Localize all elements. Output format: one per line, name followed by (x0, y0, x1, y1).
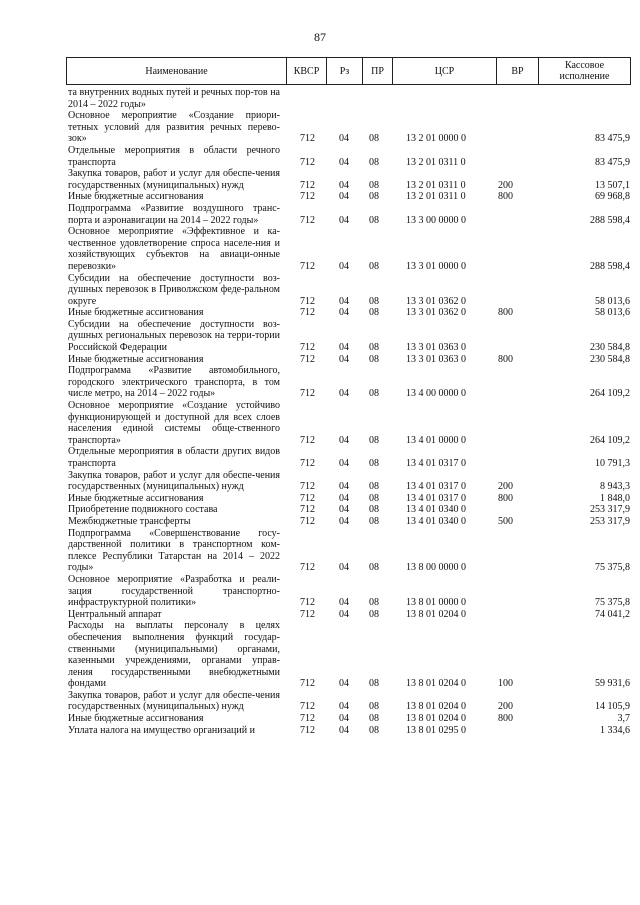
header-sum: Кассовое исполнение (559, 60, 610, 82)
row-vr: 800 (498, 191, 513, 203)
row-csr: 13 4 01 0317 0 (406, 481, 466, 493)
table-row (68, 574, 630, 609)
row-rz: 04 (339, 133, 349, 145)
row-rz: 04 (339, 260, 349, 272)
row-kvsr: 712 (300, 597, 315, 609)
row-kvsr: 712 (300, 515, 315, 527)
row-name: Субсидии на обеспечение доступности воз-душных перевозок в Приволжском феде-ральном округе (68, 272, 280, 307)
row-kvsr: 712 (300, 492, 315, 504)
row-csr: 13 3 01 0362 0 (406, 307, 466, 319)
row-name: Закупка товаров, работ и услуг для обеспе-чения государственных (муниципальных) нужд (68, 469, 280, 493)
row-pr: 08 (369, 214, 379, 226)
row-csr: 13 4 01 0317 0 (406, 458, 466, 469)
row-name: Иные бюджетные ассигнования (68, 307, 204, 319)
row-sum: 230 584,8 (590, 342, 630, 354)
header-kvsr: КВСР (287, 58, 327, 84)
row-pr: 08 (369, 307, 379, 319)
table-row (68, 191, 630, 203)
row-sum: 83 475,9 (595, 133, 630, 145)
row-sum: 8 943,3 (600, 481, 630, 493)
row-rz: 04 (339, 191, 349, 203)
row-name: та внутренних водных путей и речных пор-тов на 2014 – 2022 годы» (68, 87, 280, 110)
row-vr: 200 (498, 179, 513, 191)
row-sum: 75 375,8 (595, 597, 630, 609)
table-row (68, 110, 630, 145)
header-rz: Рз (327, 58, 363, 84)
row-vr: 100 (498, 678, 513, 690)
row-csr: 13 2 01 0311 0 (406, 156, 466, 168)
table-row (68, 690, 630, 713)
row-kvsr: 712 (300, 307, 315, 319)
row-sum: 69 968,8 (595, 191, 630, 203)
row-rz: 04 (339, 701, 349, 713)
row-rz: 04 (339, 434, 349, 446)
row-csr: 13 4 00 0000 0 (406, 388, 466, 400)
row-pr: 08 (369, 342, 379, 354)
row-kvsr: 712 (300, 133, 315, 145)
row-pr: 08 (369, 515, 379, 527)
row-sum: 74 041,2 (595, 608, 630, 620)
table-row (68, 203, 630, 226)
table-row (68, 493, 630, 505)
row-pr: 08 (369, 133, 379, 145)
row-vr: 200 (498, 701, 513, 713)
row-csr: 13 3 01 0000 0 (406, 260, 466, 272)
row-rz: 04 (339, 353, 349, 365)
row-pr: 08 (369, 713, 379, 725)
row-pr: 08 (369, 562, 379, 574)
row-pr: 08 (369, 701, 379, 713)
row-csr: 13 8 00 0000 0 (406, 562, 466, 574)
row-csr: 13 8 01 0204 0 (406, 701, 466, 713)
row-rz: 04 (339, 504, 349, 516)
row-rz: 04 (339, 458, 349, 469)
row-name: Подпрограмма «Совершенствование госу-дарственной политики в транспортном ком-плексе Республики Татарстан на 2014 – 2022 годы» (68, 527, 280, 574)
row-sum: 253 317,9 (590, 504, 630, 516)
row-sum: 58 013,6 (595, 295, 630, 307)
row-sum: 230 584,8 (590, 353, 630, 365)
row-csr: 13 8 01 0000 0 (406, 597, 466, 609)
row-rz: 04 (339, 179, 349, 191)
row-sum: 1 334,6 (600, 724, 630, 736)
row-name: Расходы на выплаты персоналу в целях обеспечения выполнения функций государ-ственными (муниципальными) органами, казенными учреждениями, органами управ-ления государственными внебюджетными фондами (68, 620, 280, 690)
table-row (68, 319, 630, 354)
row-kvsr: 712 (300, 342, 315, 354)
table-header (66, 57, 631, 85)
row-pr: 08 (369, 597, 379, 609)
table-row (68, 400, 630, 446)
row-pr: 08 (369, 724, 379, 736)
row-name: Закупка товаров, работ и услуг для обеспе-чения государственных (муниципальных) нужд (68, 689, 280, 713)
row-pr: 08 (369, 295, 379, 307)
row-vr: 800 (498, 353, 513, 365)
row-kvsr: 712 (300, 701, 315, 713)
table-row (68, 725, 630, 737)
row-rz: 04 (339, 295, 349, 307)
row-pr: 08 (369, 434, 379, 446)
table-row (68, 226, 630, 272)
row-kvsr: 712 (300, 562, 315, 574)
row-csr: 13 4 01 0340 0 (406, 515, 466, 527)
row-csr: 13 8 01 0204 0 (406, 608, 466, 620)
row-rz: 04 (339, 608, 349, 620)
row-rz: 04 (339, 724, 349, 736)
row-rz: 04 (339, 342, 349, 354)
row-name: Уплата налога на имущество организаций и (68, 724, 255, 736)
row-csr: 13 3 01 0362 0 (406, 295, 466, 307)
row-csr: 13 2 01 0311 0 (406, 179, 466, 191)
row-kvsr: 712 (300, 481, 315, 493)
row-kvsr: 712 (300, 713, 315, 725)
row-name: Основное мероприятие «Создание устойчиво функционирующей и доступной для всех слоев населения единой системы обще-ственного транспорта» (68, 400, 280, 446)
row-rz: 04 (339, 388, 349, 400)
row-name: Центральный аппарат (68, 608, 162, 620)
table-row (68, 528, 630, 574)
row-name: Закупка товаров, работ и услуг для обеспе-чения государственных (муниципальных) нужд (68, 168, 280, 191)
row-sum: 3,7 (617, 713, 630, 725)
row-name: Приобретение подвижного состава (68, 504, 218, 516)
row-rz: 04 (339, 597, 349, 609)
row-pr: 08 (369, 492, 379, 504)
row-sum: 13 507,1 (595, 179, 630, 191)
row-vr: 800 (498, 492, 513, 504)
row-kvsr: 712 (300, 214, 315, 226)
row-csr: 13 8 01 0204 0 (406, 713, 466, 725)
row-pr: 08 (369, 353, 379, 365)
table-body (68, 87, 630, 736)
row-kvsr: 712 (300, 353, 315, 365)
row-name: Иные бюджетные ассигнования (68, 492, 204, 504)
row-pr: 08 (369, 504, 379, 516)
row-csr: 13 2 01 0311 0 (406, 191, 466, 203)
table-row (68, 354, 630, 366)
row-sum: 264 109,2 (590, 388, 630, 400)
row-rz: 04 (339, 713, 349, 725)
row-csr: 13 8 01 0295 0 (406, 724, 466, 736)
row-sum: 75 375,8 (595, 562, 630, 574)
row-kvsr: 712 (300, 295, 315, 307)
row-kvsr: 712 (300, 179, 315, 191)
table-row (68, 516, 630, 528)
row-vr: 800 (498, 307, 513, 319)
row-name: Иные бюджетные ассигнования (68, 191, 204, 203)
row-pr: 08 (369, 678, 379, 690)
row-csr: 13 3 00 0000 0 (406, 214, 466, 226)
row-name: Субсидии на обеспечение доступности воз-душных региональных перевозок на терри-тории Российской Федерации (68, 318, 280, 354)
row-csr: 13 3 01 0363 0 (406, 342, 466, 354)
row-csr: 13 4 01 0340 0 (406, 504, 466, 516)
row-sum: 288 598,4 (590, 214, 630, 226)
row-name: Основное мероприятие «Эффективное и ка-чественное удовлетворение спроса населе-ния и хозяйствующих субъектов на авиаци-онные перевозки» (68, 226, 280, 272)
row-name: Основное мероприятие «Создание приори-тетных условий для развития речных перево-зок» (68, 110, 280, 145)
row-kvsr: 712 (300, 388, 315, 400)
table-row (68, 713, 630, 725)
row-rz: 04 (339, 515, 349, 527)
row-pr: 08 (369, 458, 379, 469)
row-rz: 04 (339, 492, 349, 504)
row-kvsr: 712 (300, 458, 315, 469)
row-name: Иные бюджетные ассигнования (68, 713, 204, 725)
row-kvsr: 712 (300, 191, 315, 203)
table-row (68, 145, 630, 168)
table-row (68, 365, 630, 400)
row-sum: 59 931,6 (595, 678, 630, 690)
table-row (68, 620, 630, 690)
row-pr: 08 (369, 156, 379, 168)
row-name: Иные бюджетные ассигнования (68, 353, 204, 365)
row-kvsr: 712 (300, 678, 315, 690)
row-rz: 04 (339, 678, 349, 690)
row-sum: 264 109,2 (590, 434, 630, 446)
row-rz: 04 (339, 481, 349, 493)
table-row (68, 470, 630, 493)
row-csr: 13 3 01 0363 0 (406, 353, 466, 365)
table-row (68, 168, 630, 191)
row-sum: 288 598,4 (590, 260, 630, 272)
row-sum: 1 848,0 (600, 492, 630, 504)
row-vr: 500 (498, 515, 513, 527)
row-name: Отдельные мероприятия в области других видов транспорта (68, 446, 280, 469)
table-row (68, 87, 630, 110)
row-sum: 10 791,3 (595, 458, 630, 469)
row-pr: 08 (369, 608, 379, 620)
header-csr: ЦСР (393, 58, 497, 84)
row-name: Подпрограмма «Развитие автомобильного, городского электрического транспорта, в том числе метро, на 2014 – 2022 годы» (68, 365, 280, 400)
row-csr: 13 4 01 0000 0 (406, 434, 466, 446)
table-row (68, 504, 630, 516)
row-vr: 800 (498, 713, 513, 725)
row-rz: 04 (339, 214, 349, 226)
row-kvsr: 712 (300, 504, 315, 516)
row-csr: 13 2 01 0000 0 (406, 133, 466, 145)
row-sum: 83 475,9 (595, 156, 630, 168)
header-pr: ПР (363, 58, 393, 84)
row-kvsr: 712 (300, 260, 315, 272)
row-name: Подпрограмма «Развитие воздушного транс-порта и аэронавигации на 2014 – 2022 годы» (68, 202, 280, 226)
row-pr: 08 (369, 191, 379, 203)
row-kvsr: 712 (300, 608, 315, 620)
row-kvsr: 712 (300, 724, 315, 736)
row-csr: 13 8 01 0204 0 (406, 678, 466, 690)
header-vr: ВР (497, 58, 539, 84)
row-rz: 04 (339, 562, 349, 574)
row-vr: 200 (498, 481, 513, 493)
row-rz: 04 (339, 307, 349, 319)
table-row (68, 609, 630, 621)
page-number: 87 (314, 30, 326, 44)
row-csr: 13 4 01 0317 0 (406, 492, 466, 504)
row-kvsr: 712 (300, 434, 315, 446)
row-rz: 04 (339, 156, 349, 168)
row-name: Отдельные мероприятия в области речного транспорта (68, 144, 280, 168)
row-kvsr: 712 (300, 156, 315, 168)
row-name: Основное мероприятие «Разработка и реали-зация государственной транспортно-инфраструктурной политики» (68, 573, 280, 609)
row-name: Межбюджетные трансферты (68, 515, 191, 527)
row-pr: 08 (369, 179, 379, 191)
table-row (68, 273, 630, 308)
row-pr: 08 (369, 481, 379, 493)
row-pr: 08 (369, 388, 379, 400)
table-row (68, 446, 630, 469)
row-sum: 253 317,9 (590, 515, 630, 527)
row-pr: 08 (369, 260, 379, 272)
header-name: Наименование (67, 58, 287, 84)
row-sum: 14 105,9 (595, 701, 630, 713)
row-sum: 58 013,6 (595, 307, 630, 319)
table-row (68, 307, 630, 319)
